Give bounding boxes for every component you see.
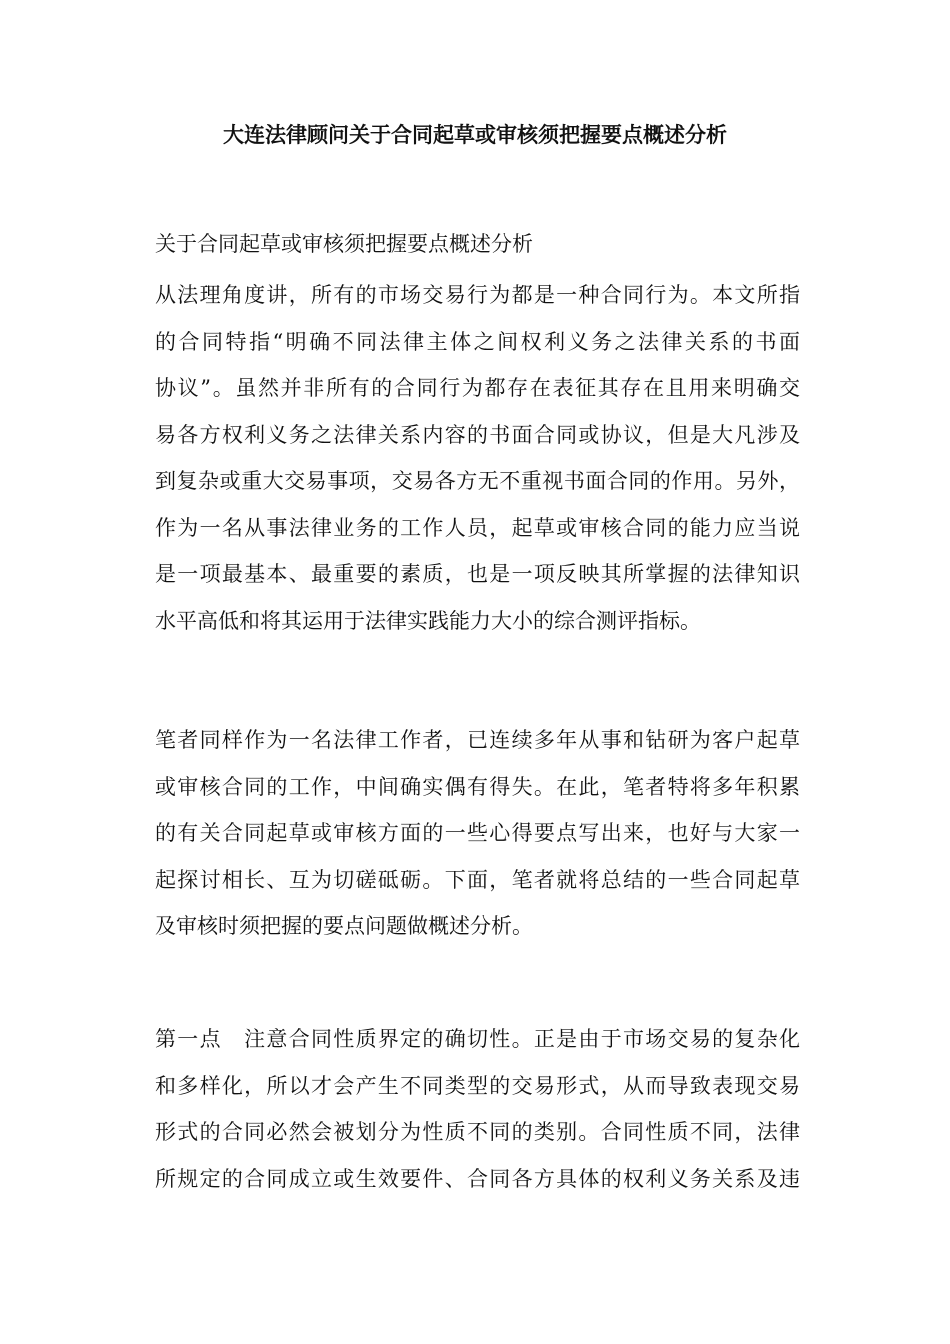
paragraph-line: 协议”。虽然并非所有的合同行为都存在表征其存在且用来明确交	[155, 376, 800, 400]
paragraph-line: 到复杂或重大交易事项，交易各方无不重视书面合同的作用。另外，	[155, 469, 800, 493]
paragraph-line: 所规定的合同成立或生效要件、合同各方具体的权利义务关系及违	[155, 1166, 800, 1191]
paragraph-line: 的合同特指“明确不同法律主体之间权利义务之法律关系的书面	[155, 329, 800, 354]
paragraph-line: 形式的合同必然会被划分为性质不同的类别。合同性质不同，法律	[155, 1120, 800, 1144]
paragraph-author-experience	[155, 717, 800, 950]
document-title: 大连法律顾问关于合同起草或审核须把握要点概述分析	[223, 122, 727, 147]
paragraph-point-one	[155, 1016, 800, 1202]
paragraph-line: 和多样化，所以才会产生不同类型的交易形式，从而导致表现交易	[155, 1073, 800, 1098]
paragraph-line: 水平高低和将其运用于法律实践能力大小的综合测评指标。	[155, 608, 701, 633]
paragraph-line: 第一点 注意合同性质界定的确切性。正是由于市场交易的复杂化	[155, 1027, 800, 1051]
paragraph-line: 从法理角度讲，所有的市场交易行为都是一种合同行为。本文所指	[155, 283, 800, 307]
paragraph-line: 或审核合同的工作，中间确实偶有得失。在此，笔者特将多年积累	[155, 774, 800, 799]
paragraph-line: 起探讨相长、互为切磋砥砺。下面，笔者就将总结的一些合同起草	[155, 867, 800, 892]
paragraph-line: 及审核时须把握的要点问题做概述分析。	[155, 914, 533, 938]
paragraph-line: 是一项最基本、最重要的素质，也是一项反映其所掌握的法律知识	[155, 562, 800, 586]
paragraph-line: 笔者同样作为一名法律工作者，已连续多年从事和钻研为客户起草	[155, 728, 800, 752]
paragraph-line: 的有关合同起草或审核方面的一些心得要点写出来，也好与大家一	[155, 821, 800, 845]
document-subtitle: 关于合同起草或审核须把握要点概述分析	[155, 232, 533, 256]
paragraph-intro	[155, 272, 800, 644]
paragraph-line: 作为一名从事法律业务的工作人员，起草或审核合同的能力应当说	[155, 515, 800, 540]
paragraph-line: 易各方权利义务之法律关系内容的书面合同或协议，但是大凡涉及	[155, 422, 800, 447]
